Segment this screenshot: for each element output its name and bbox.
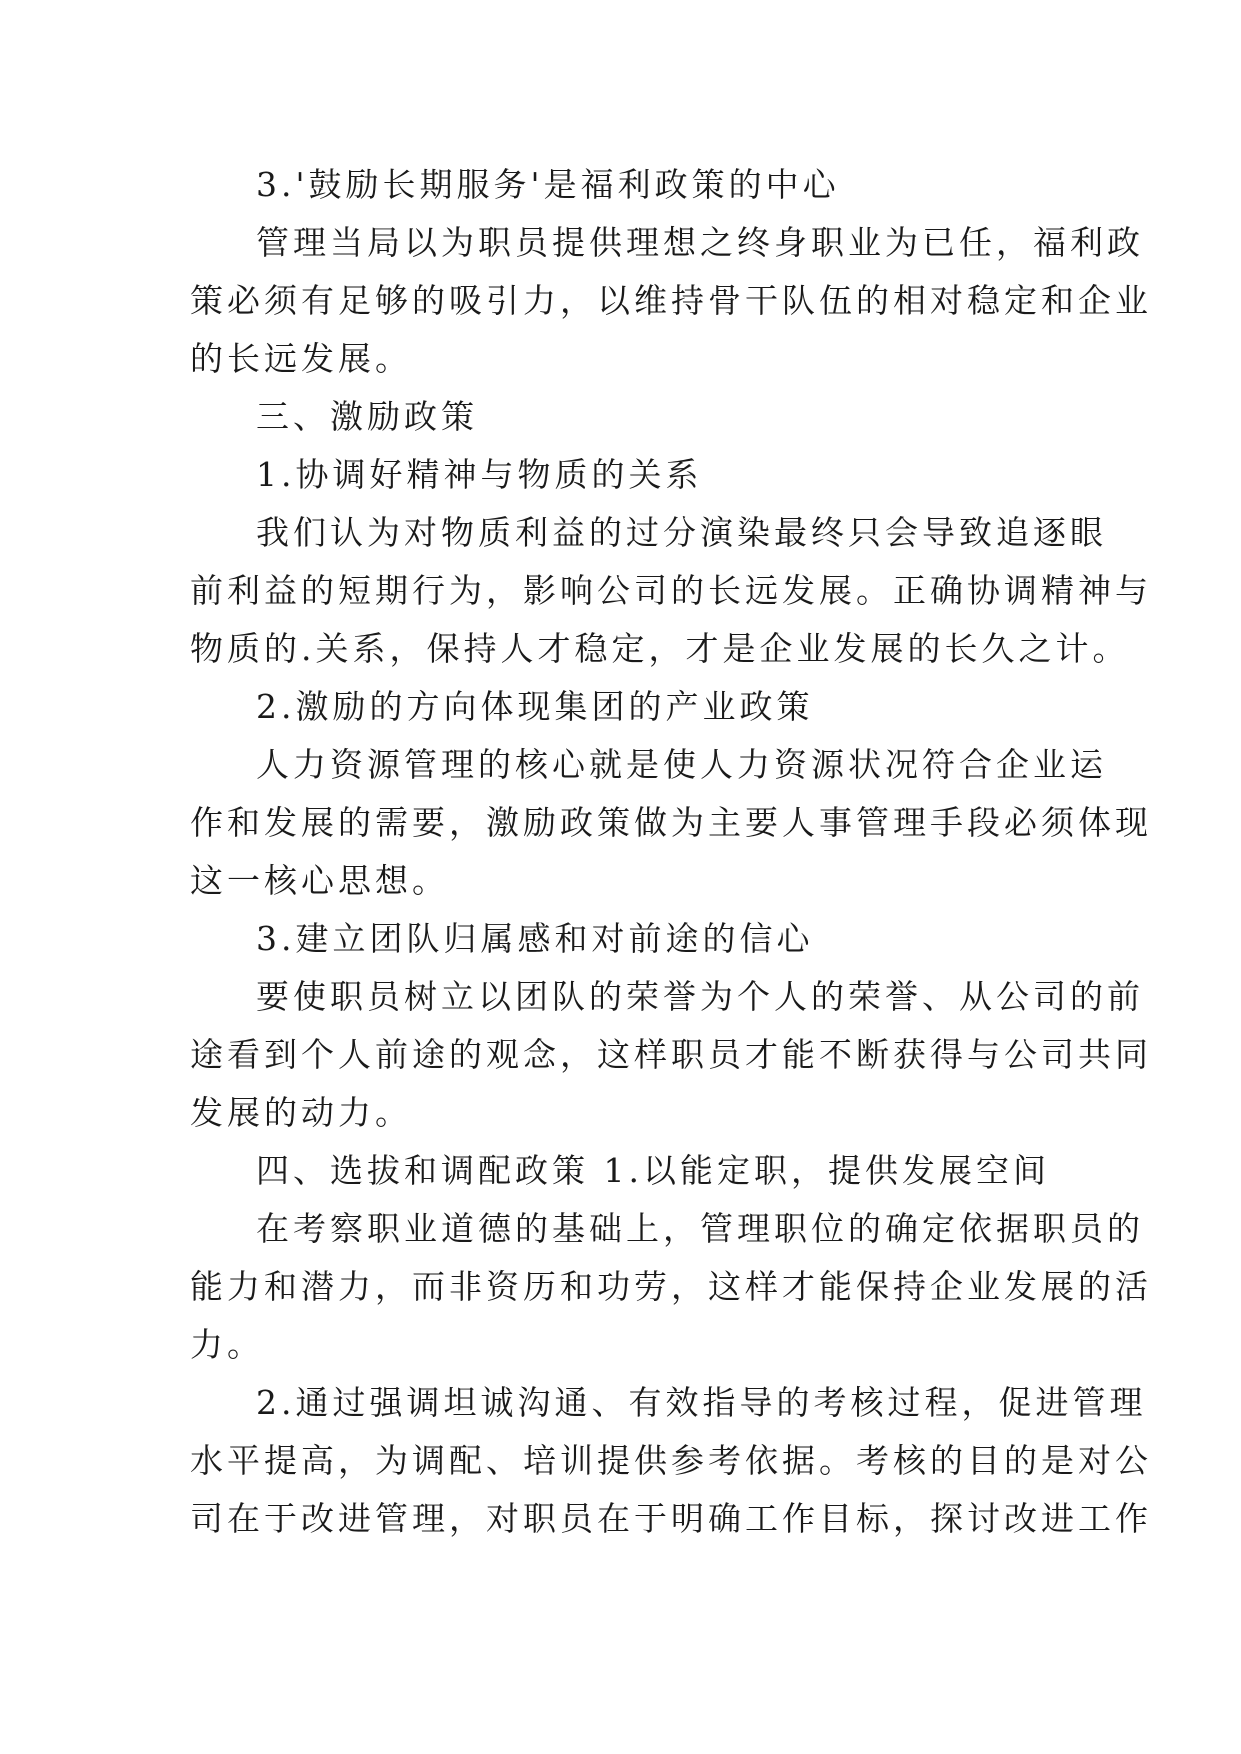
document-line: 作和发展的需要，激励政策做为主要人事管理手段必须体现	[190, 803, 1152, 842]
document-line: 三、激励政策	[256, 397, 478, 436]
document-line: 前利益的短期行为，影响公司的长远发展。正确协调精神与	[190, 571, 1152, 610]
document-line: 3.建立团队归属感和对前途的信心	[256, 919, 814, 958]
document-line: 的长远发展。	[190, 339, 412, 378]
document-line: 2.激励的方向体现集团的产业政策	[256, 687, 814, 726]
document-line: 人力资源管理的核心就是使人力资源状况符合企业运	[256, 745, 1107, 784]
document-body	[190, 156, 1152, 1548]
document-line: 要使职员树立以团队的荣誉为个人的荣誉、从公司的前	[256, 977, 1144, 1016]
document-line: 物质的.关系，保持人才稳定，才是企业发展的长久之计。	[190, 629, 1130, 668]
document-line: 力。	[190, 1325, 264, 1364]
document-line: 司在于改进管理，对职员在于明确工作目标，探讨改进工作	[190, 1499, 1152, 1538]
document-line: 发展的动力。	[190, 1093, 412, 1132]
document-line: 水平提高，为调配、培训提供参考依据。考核的目的是对公	[190, 1441, 1152, 1480]
document-line: 1.协调好精神与物质的关系	[256, 455, 703, 494]
document-line: 管理当局以为职员提供理想之终身职业为已任，福利政	[256, 223, 1144, 262]
document-line: 能力和潜力，而非资历和功劳，这样才能保持企业发展的活	[190, 1267, 1152, 1306]
document-line: 这一核心思想。	[190, 861, 449, 900]
document-line: 四、选拔和调配政策 1.以能定职，提供发展空间	[256, 1151, 1050, 1190]
document-line: 策必须有足够的吸引力，以维持骨干队伍的相对稳定和企业	[190, 281, 1152, 320]
document-line: 我们认为对物质利益的过分演染最终只会导致追逐眼	[256, 513, 1107, 552]
document-line: 2.通过强调坦诚沟通、有效指导的考核过程，促进管理	[256, 1383, 1147, 1422]
document-line: 在考察职业道德的基础上，管理职位的确定依据职员的	[256, 1209, 1144, 1248]
document-line: 途看到个人前途的观念，这样职员才能不断获得与公司共同	[190, 1035, 1152, 1074]
document-line: 3.'鼓励长期服务'是福利政策的中心	[256, 165, 840, 204]
